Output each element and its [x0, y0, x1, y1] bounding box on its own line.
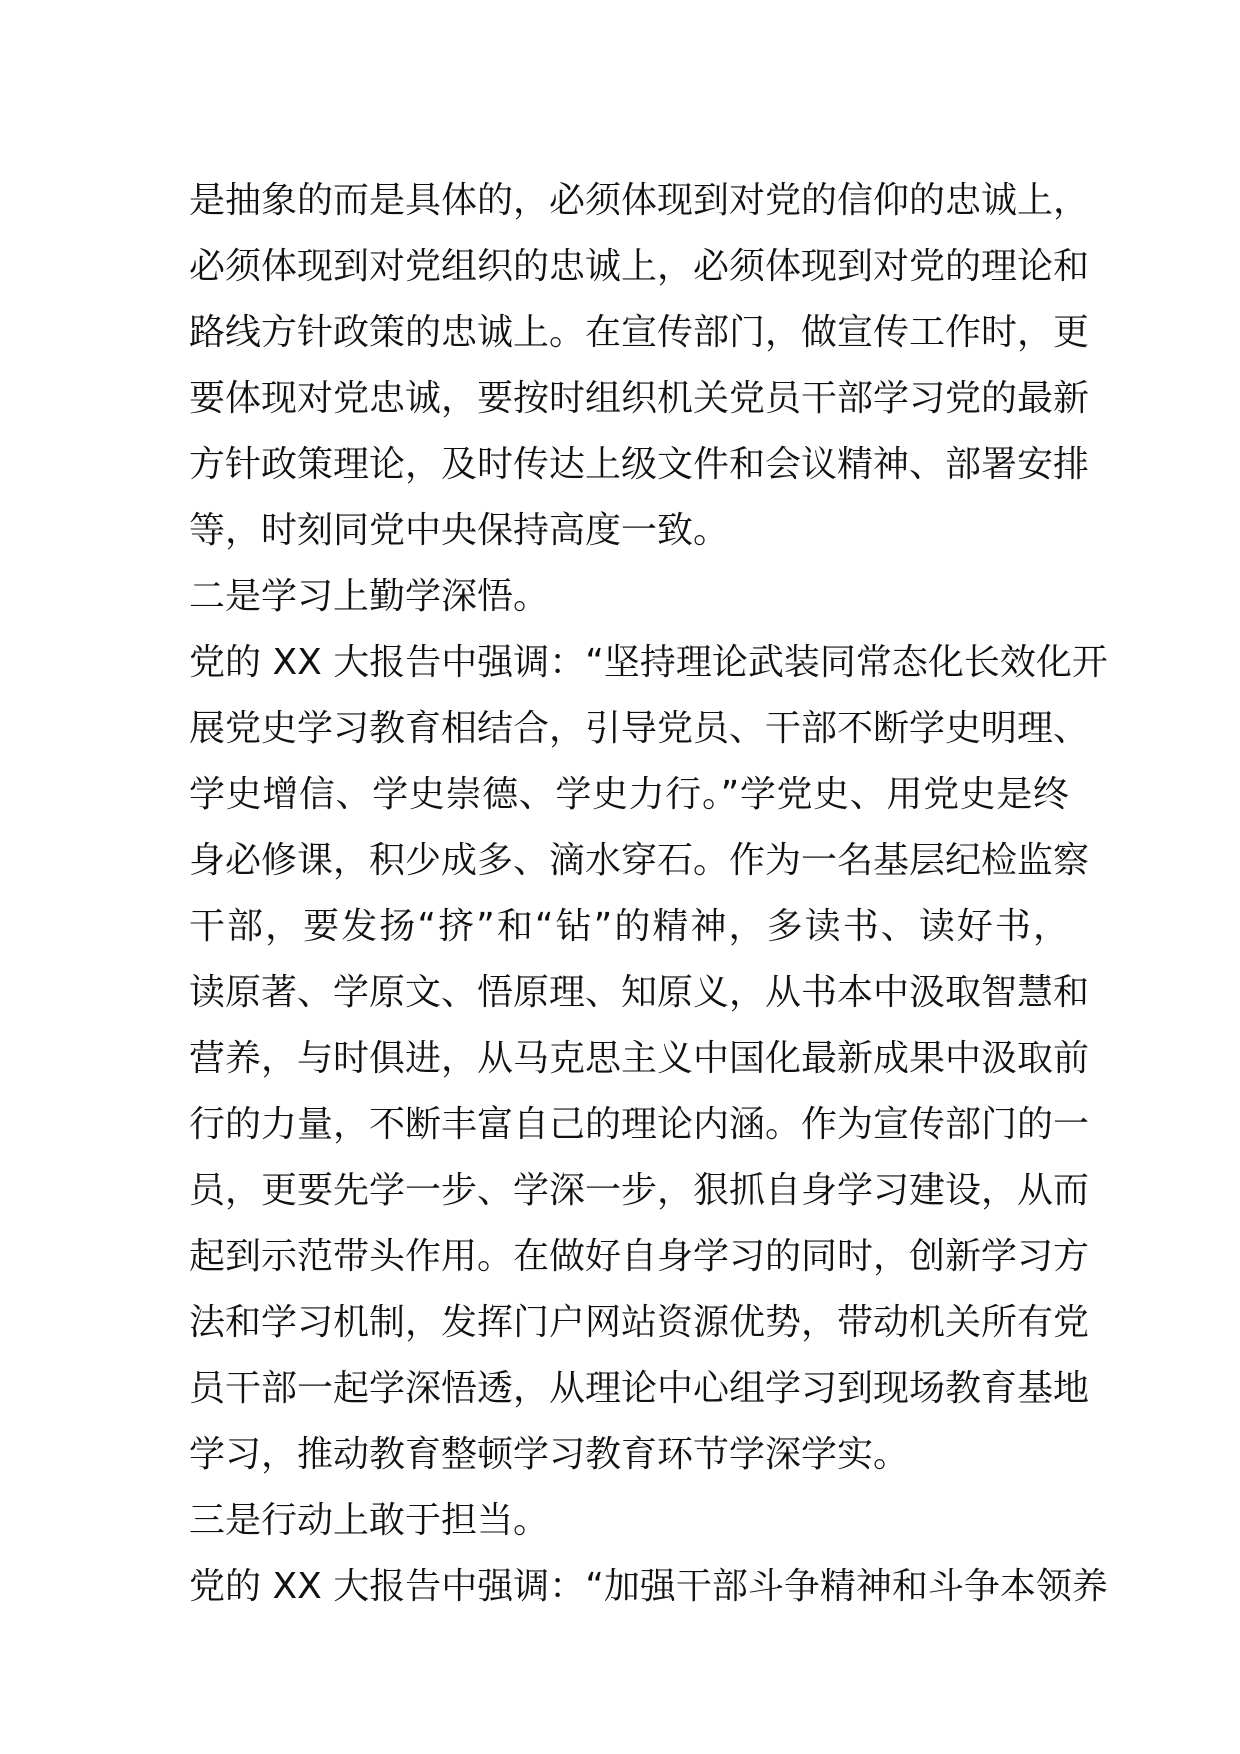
text-line: 二是学习上勤学深悟。	[189, 576, 550, 617]
text-line: 身必修课，积少成多、滴水穿石。作为一名基层纪检监察	[189, 840, 1090, 881]
text-line: 三是行动上敢于担当。	[189, 1500, 550, 1541]
text-line: 等，时刻同党中央保持高度一致。	[189, 510, 730, 551]
text-line: 党的 XX 大报告中强调：“坚持理论武装同常态化长效化开	[189, 642, 1108, 683]
text-line: 营养，与时俱进，从马克思主义中国化最新成果中汲取前	[189, 1038, 1090, 1079]
text-line: 员干部一起学深悟透，从理论中心组学习到现场教育基地	[189, 1368, 1090, 1409]
text-line: 学习，推动教育整顿学习教育环节学深学实。	[189, 1434, 910, 1475]
text-line: 行的力量，不断丰富自己的理论内涵。作为宣传部门的一	[189, 1104, 1090, 1145]
text-line: 法和学习机制，发挥门户网站资源优势，带动机关所有党	[189, 1302, 1090, 1343]
text-line: 要体现对党忠诚，要按时组织机关党员干部学习党的最新	[189, 378, 1090, 419]
text-line: 学史增信、学史崇德、学史力行。”学党史、用党史是终	[189, 774, 1069, 815]
text-line: 是抽象的而是具体的，必须体现到对党的信仰的忠诚上，	[189, 180, 1090, 221]
text-line: 路线方针政策的忠诚上。在宣传部门，做宣传工作时，更	[189, 312, 1090, 353]
document-body-text	[189, 168, 1108, 1620]
text-line: 干部，要发扬“挤”和“钻”的精神，多读书、读好书，	[189, 906, 1069, 947]
text-line: 党的 XX 大报告中强调：“加强干部斗争精神和斗争本领养	[189, 1566, 1108, 1607]
text-line: 读原著、学原文、悟原理、知原义，从书本中汲取智慧和	[189, 972, 1090, 1013]
text-line: 必须体现到对党组织的忠诚上，必须体现到对党的理论和	[189, 246, 1090, 287]
text-line: 员，更要先学一步、学深一步，狠抓自身学习建设，从而	[189, 1170, 1090, 1211]
text-line: 起到示范带头作用。在做好自身学习的同时，创新学习方	[189, 1236, 1090, 1277]
text-line: 展党史学习教育相结合，引导党员、干部不断学史明理、	[189, 708, 1090, 749]
text-line: 方针政策理论，及时传达上级文件和会议精神、部署安排	[189, 444, 1090, 485]
